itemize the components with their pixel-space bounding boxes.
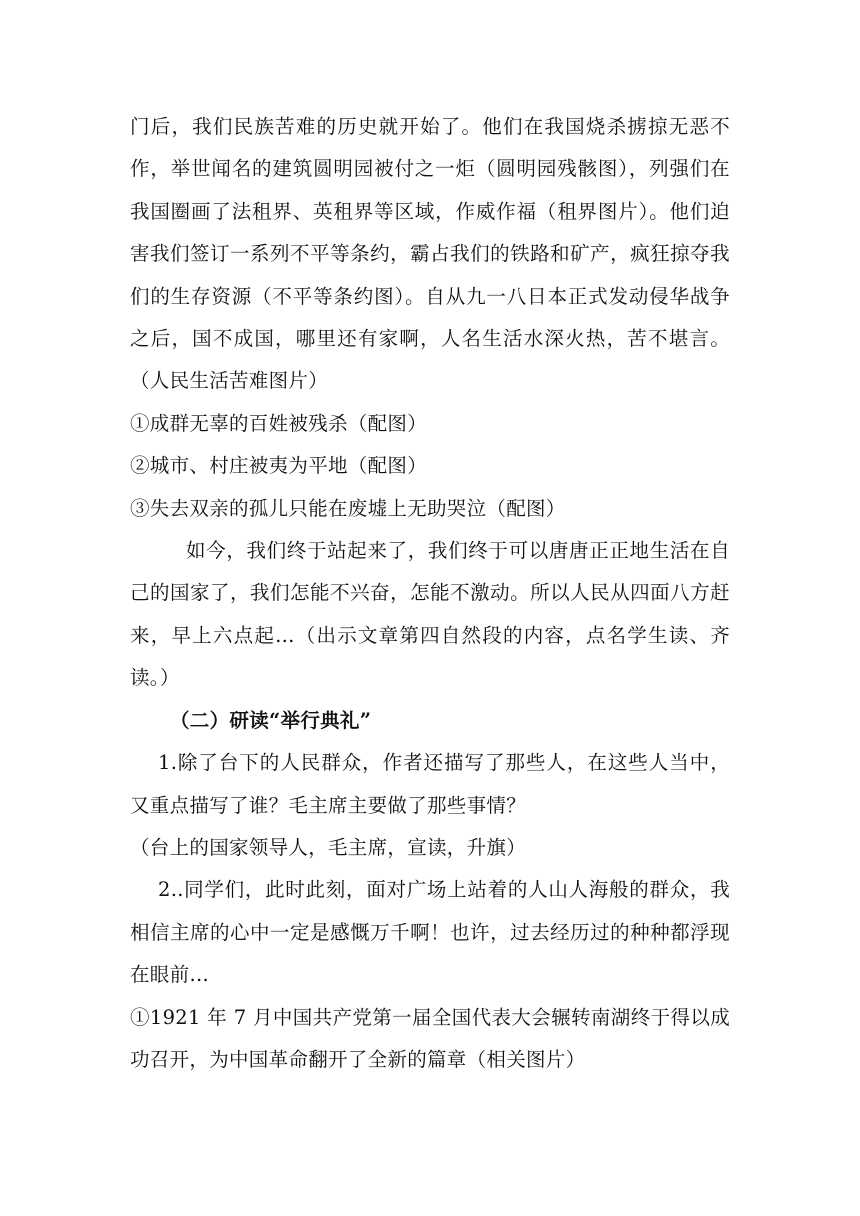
question-1: 1.除了台下的人民群众，作者还描写了那些人，在这些人当中，又重点描写了谁？毛主席主要做了那些事情？: [130, 751, 730, 817]
document-body: [130, 106, 730, 1081]
paragraph-standing-up: 如今，我们终于站起来了，我们终于可以唐唐正正地生活在自己的国家了，我们怎能不兴奋，怎能不激动。所以人民从四面八方赶来，早上六点起…（出示文章第四自然段的内容，点名学生读、齐读。）: [130, 539, 730, 690]
section-heading-ceremony: （二）研读“举行典礼”: [170, 708, 372, 732]
list-item-first-congress: ①1921 年 7 月中国共产党第一届全国代表大会辗转南湖终于得以成功召开，为中国革命翻开了全新的篇章（相关图片）: [130, 1005, 730, 1071]
list-item-civilians-killed: ①成群无辜的百姓被残杀（配图）: [130, 411, 428, 435]
list-item-orphans-crying: ③失去双亲的孤儿只能在废墟上无助哭泣（配图）: [130, 496, 566, 520]
answer-1: （台上的国家领导人，毛主席，宣读，升旗）: [130, 835, 527, 859]
list-item-cities-razed: ②城市、村庄被夷为平地（配图）: [130, 454, 428, 478]
question-2: 2..同学们，此时此刻，面对广场上站着的人山人海般的群众，我相信主席的心中一定是感慨万千啊！也许，过去经历过的种种都浮现在眼前…: [130, 878, 730, 987]
paragraph-history-suffering: 门后，我们民族苦难的历史就开始了。他们在我国烧杀掳掠无恶不作，举世闻名的建筑圆明园被付之一炬（圆明园残骸图），列强们在我国圈画了法租界、英租界等区域，作威作福（租界图片）。他们迫害我们签订一系列不平等条约，霸占我们的铁路和矿产，疯狂掠夺我们的生存资源（不平等条约图）。自从九一八日本正式发动侵华战争之后，国不成国，哪里还有家啊，人名生活水深火热，苦不堪言。（人民生活苦难图片）: [130, 115, 730, 393]
